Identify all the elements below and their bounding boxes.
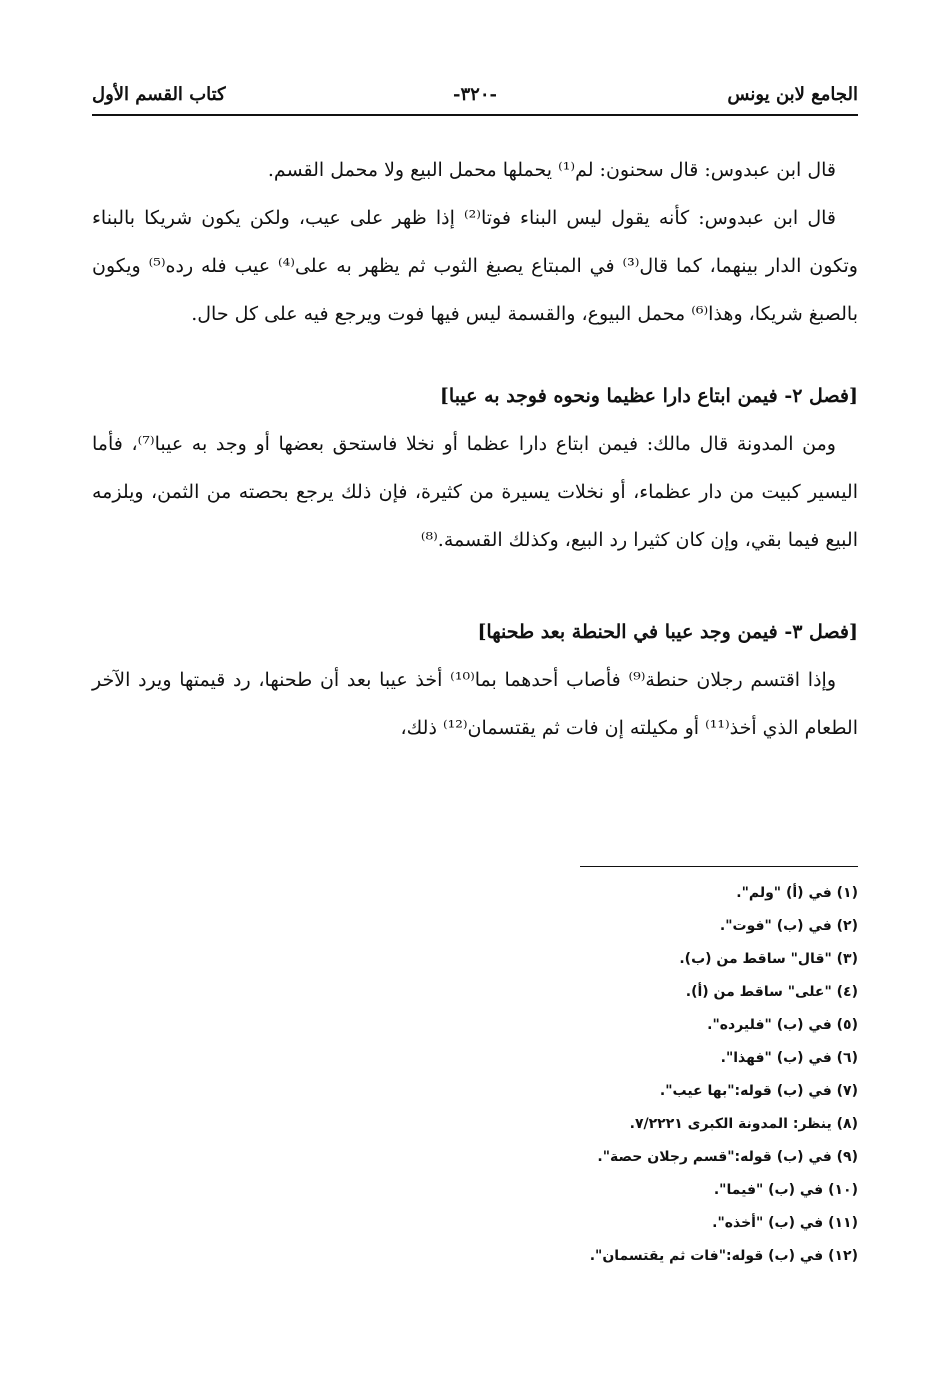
footnote-4: (٤) "على" ساقط من (أ). [685,984,858,1000]
footnote-1: (١) في (أ) "ولم". [736,885,858,901]
paragraph-2: قال ابن عبدوس: كأنه يقول ليس البناء فوتا⁽²⁾ إذا ظهر على عيب، ولكن يكون شريكا بالبناء وتكون الدار بينهما، كما قال⁽³⁾ في المبتاع يصبغ الثوب ثم يظهر به على⁽⁴⁾ عيب فله رده⁽⁵⁾ ويكون بالصبغ شريكا، وهذا⁽⁶⁾ محمل البيوع، والقسمة ليس فيها فوت ويرجع فيه على كل حال. [92,207,858,325]
footnote-separator [580,866,858,867]
header-book-title: الجامع لابن يونس [727,84,858,105]
section-2-text: ومن المدونة قال مالك: فيمن ابتاع دارا عظما أو نخلا فاستحق بعضها أو وجد به عيبا⁽⁷⁾، فأما اليسير كبيت من دار عظماء، أو نخلات يسيرة من كثيرة، فإن ذلك يرجع بحصته من الثمن، ويلزمه البيع فيما بقي، وإن كان كثيرا رد البيع، وكذلك القسمة.⁽⁸⁾ [92,433,858,551]
footnote-12: (١٢) في (ب) قوله:"فات ثم يقتسمان". [589,1248,858,1264]
footnotes-list [438,877,858,1273]
footnote-7: (٧) في (ب) قوله:"بها عيب". [659,1083,858,1099]
footnote-8: (٨) ينظر: المدونة الكبرى ٧/٢٢٢١. [629,1116,858,1132]
footnote-9: (٩) في (ب) قوله:"قسم رجلان حصة". [597,1149,858,1165]
footnote-5: (٥) في (ب) "فليرده". [707,1017,858,1033]
footnote-2: (٢) في (ب) "فوت". [719,918,858,934]
header-section-title: كتاب القسم الأول [92,84,226,105]
main-text [92,146,858,752]
running-header [92,82,858,116]
footnote-6: (٦) في (ب) "فهذا". [720,1050,858,1066]
section-2-heading: [فصل ٢- فيمن ابتاع دارا عظيما ونحوه فوجد به عيبا] [439,385,858,407]
footnote-3: (٣) "قال" ساقط من (ب). [679,951,858,967]
header-rule [92,114,858,116]
section-3-text: وإذا اقتسم رجلان حنطة⁽⁹⁾ فأصاب أحدهما بما⁽¹⁰⁾ أخذ عيبا بعد أن طحنها، رد قيمتها ويرد الآخر الطعام الذي أخذ⁽¹¹⁾ أو مكيلته إن فات ثم يقتسمان⁽¹²⁾ ذلك، [92,669,858,739]
paragraph-1: قال ابن عبدوس: قال سحنون: لم⁽¹⁾ يحملها محمل البيع ولا محمل القسم. [267,159,836,181]
page-number: -٣٢٠- [453,84,497,105]
footnote-11: (١١) في (ب) "أخذه". [712,1215,858,1231]
footnote-10: (١٠) في (ب) "فيما". [713,1182,858,1198]
section-3-heading: [فصل ٣- فيمن وجد عيبا في الحنطة بعد طحنها] [477,621,858,643]
